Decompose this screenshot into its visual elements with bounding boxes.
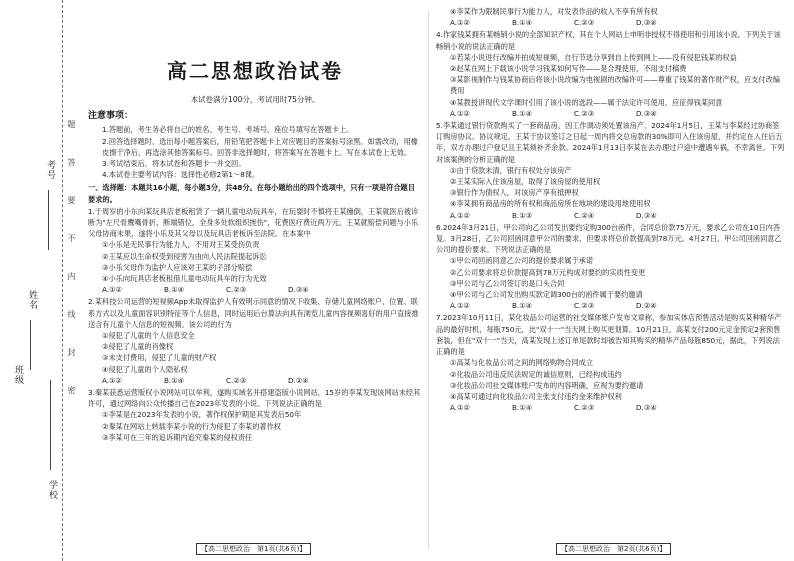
binding-margin xyxy=(0,0,63,561)
option-c: C.②③ xyxy=(226,375,247,385)
option-b: B.①③ xyxy=(512,210,533,220)
question-1-item: ③小乐父母作为监护人应该对王某的子部分赔偿 xyxy=(102,262,253,272)
question-7-item: ②化妆品公司违反民法规定的诚信原则，已经构成违约 xyxy=(450,369,622,379)
name-line xyxy=(30,320,31,370)
question-7-item: ④高某可通过向化妆品公司主张支付违约金来维护权利 xyxy=(450,391,622,401)
option-d: D.③④ xyxy=(288,285,309,295)
question-4-item: ③某影视制作与钱某协商后将该小说改编为电视剧的改编许可——尊重了钱某的著作财产权，应支付改编费用 xyxy=(450,75,780,96)
question-6-item: ②乙公司要求将总价款提高到78万元构成对要约的实质性变更 xyxy=(450,267,646,277)
option-d: D.③④ xyxy=(636,108,657,118)
notice-item: 4.本试卷主要考试内容：选择性必修2第1～8课。 xyxy=(102,170,260,180)
question-1-item: ④小乐向玩具店老板租借儿童电动玩具车的行为无效 xyxy=(102,274,267,284)
exam-title: 高二思想政治试卷 xyxy=(167,59,343,83)
class-label: 班级 xyxy=(13,365,23,385)
exam-subtitle: 本试卷满分100分，考试用时75分钟。 xyxy=(190,95,320,104)
question-7-item: ③化妆品公司社交媒体账户发布的内容明确，应视为要约邀请 xyxy=(450,380,644,390)
question-5-stem: 5.李某通过银行贷款购买了一套商品房，因工作调动须处置该房产。2024年1月5日，王某与李某经过协商签订购房协议。协议规定，王某于协议签订之日起一周内将交总房款的30%即可入住该房屋，并约定在入住后五年，双方办理过户登记且王某须补齐余款。2024年1月13日李某在去办理过户途中遭遇车祸，不幸离世。下列对该案例的分析正确的是 xyxy=(436,121,785,164)
option-b: B.①④ xyxy=(512,18,533,28)
option-a: A.①② xyxy=(450,301,470,311)
notice-item: 2.回答选择题时，选出每小题答案后，用铅笔把答题卡上对应题目的答案标号涂黑。如需改动，用橡皮擦干净后，再选涂其他答案标号。回答非选择题时，将答案写在答题卡上。写在本试卷上无效。 xyxy=(102,136,418,157)
question-5-options xyxy=(436,210,786,221)
question-5-item: ④李某拥有商品房的所有权和商品房所在地块的建设用地使用权 xyxy=(450,199,651,209)
section-1-heading: 一、选择题：本题共16小题，每小题3分，共48分。在每小题给出的四个选项中，只有一项是符合题目要求的。 xyxy=(88,183,415,204)
question-5-item: ①由于贷款未清，银行有权处分该房产 xyxy=(450,165,572,175)
question-4-stem: 4.作家钱某拥有某畅销小说的全部知识产权，其在个人网站上申明非授权不得使用和引用该小说。下列关于该畅销小说的说法正确的是 xyxy=(436,30,781,51)
option-b: B.①④ xyxy=(512,403,533,413)
notice-heading: 注意事项： xyxy=(88,111,134,122)
question-3-item: ③李某可在三年的追诉期内追究秦某的侵权责任 xyxy=(102,432,253,442)
exam-number-label: 考号 xyxy=(45,160,55,180)
option-a: A.①② xyxy=(450,18,470,28)
question-6-item: ①甲公司回函同意乙公司的提价要求属于承诺 xyxy=(450,256,594,266)
question-1-item: ②王某应以生命权受到侵害为由向人民法院提起诉讼 xyxy=(102,251,267,261)
question-5-item: ③银行作为债权人，对该房产享有抵押权 xyxy=(450,188,579,198)
question-2-item: ②侵犯了儿童的肖像权 xyxy=(102,342,174,352)
question-2-item: ①侵犯了儿童的个人信息安全 xyxy=(102,331,195,341)
question-3-item: ②秦某在网站上转载李某小说的行为侵犯了李某的著作权 xyxy=(102,421,281,431)
question-5-item: ②王某实际入住该房屋，取得了该房屋的使用权 xyxy=(450,177,601,187)
question-3-stem: 3.秦某获悉运营版权小说网站可以牟利，遂购买域名并搭建盗版小说网站，15岁的李某发现该网站未经其许可，通过网络向公众传播自己在2023年发表的小说。下列说法正确的是 xyxy=(88,388,421,409)
question-7-options xyxy=(436,402,786,413)
option-a: A.①② xyxy=(102,375,122,385)
option-d: D.②④ xyxy=(288,375,309,385)
question-7-item: ①高某与化妆品公司之间的网络购物合同成立 xyxy=(450,358,594,368)
question-2-item: ③未支付费用，侵犯了儿童的财产权 xyxy=(102,353,217,363)
question-2-options xyxy=(88,375,422,386)
question-6-item: ③甲公司与乙公司签订的是口头合同 xyxy=(450,278,565,288)
question-4-item: ④某教授讲现代文学课时引用了该小说的选段——属于法定许可使用，应征得钱某同意 xyxy=(450,97,723,107)
question-1-options xyxy=(88,284,422,295)
option-d: D.③④ xyxy=(636,210,657,220)
school-line xyxy=(50,380,51,470)
question-1-stem: 1.于周岁的小东向某玩具店老板租赁了一辆儿童电动玩具车，在玩耍时不慎将王某撞倒，王某就医后被诊断为"左尺骨鹰嘴骨折，断端错位，全身多处软组织挫伤"，花费医疗费近两万元。王某就赔偿问题与小乐父母协商未果，遂将小乐及其父母以及玩具店老板诉至法院。在本案中 xyxy=(88,206,419,239)
option-c: C.②③ xyxy=(574,18,595,28)
option-b: B.①④ xyxy=(164,375,185,385)
question-6-item: ④甲公司与乙公司发出购买款定调300台的函件属于要约邀请 xyxy=(450,290,643,300)
option-b: B.①④ xyxy=(164,285,185,295)
option-a: A.①② xyxy=(450,403,470,413)
option-c: C.②④ xyxy=(574,210,595,220)
question-7-stem: 7.2023年10月11日，某化妆品公司运营的社交媒体账户发布文章称，参加实体店预售活动是购买某种精华产品的最好时机，每瓶750元，比"双十一"当天网上购买更划算。10月21日，高某支付200元定金预定2套预售套装，但在"双十一"当天，高某发现上述订单尾款时却被告知其购买的精华产品每瓶850元，据此，下列说法正确的是 xyxy=(436,313,782,357)
question-2-stem: 2.某科技公司运营的短视频App未取得监护人有效明示同意的情况下收集、存储儿童网络账户、位置、联系方式以及儿童面容识别特征等个人信息，同时运用后台算法向具有浏览儿童内容视频喜好的用户直接推送含有儿童个人信息的短视频。该公司的行为 xyxy=(88,297,419,329)
option-c: C.②③ xyxy=(226,285,247,295)
option-b: B.①④ xyxy=(512,108,533,118)
question-1-item: ①小乐是无民事行为能力人，不用对王某受伤负责 xyxy=(102,240,260,250)
question-4-item: ①若某小说进行改编并拍成短视频，自行节选分享到自上传到网上——没有侵犯钱某的权益 xyxy=(450,52,737,62)
seal-line-text: 题答要不内线封密 xyxy=(67,120,76,424)
option-a: A.①② xyxy=(450,210,470,220)
question-3-item: ④李某作为限制民事行为能力人，对发表作品的收入不享有所有权 xyxy=(450,7,658,16)
option-a: A.①② xyxy=(102,285,122,295)
page-1-column xyxy=(88,6,422,443)
name-label: 姓名 xyxy=(27,290,37,310)
page-divider xyxy=(428,10,429,550)
question-2-item: ④侵犯了儿童的个人隐私权 xyxy=(102,364,188,374)
option-c: C.②③ xyxy=(574,108,595,118)
option-c: C.②③ xyxy=(574,403,595,413)
question-4-item: ②赵某在网上下载该小说学习钱某如何写作——是合理使用，不用支付稿费 xyxy=(450,64,687,74)
school-label: 学校 xyxy=(47,480,57,500)
option-c: C.②③ xyxy=(574,301,595,311)
option-d: D.②④ xyxy=(636,301,657,311)
question-3-options xyxy=(436,17,786,28)
page-1-footer: 【高二思想政治 第1页(共6页)】 xyxy=(196,543,311,555)
option-d: D.③④ xyxy=(636,18,657,28)
exam-number-line xyxy=(48,190,49,250)
notice-item: 3.考试结束后，将本试卷和答题卡一并交回。 xyxy=(102,159,246,169)
question-6-options xyxy=(436,300,786,311)
page-2-column xyxy=(436,6,786,413)
question-6-stem: 6.2024年3月21日，甲公司向乙公司发出要约定购300台函件，合同总价款75万元，要求乙公司在10日内答复。3月28日，乙公司回函同意甲公司的要求，但要求将总价款提高到78万元。4月27日，甲公司回函同意乙公司的提价要求。下列说法正确的是 xyxy=(436,222,782,255)
notice-item: 1.答题前，考生务必将自己的姓名、考生号、考场号、座位号填写在答题卡上。 xyxy=(102,125,354,135)
question-3-item: ①李某是在2023年发表的小说，著作权保护期是其发表后50年 xyxy=(102,410,302,420)
page-2-footer: 【高二思想政治 第2页(共6页)】 xyxy=(556,543,671,555)
option-d: D.③④ xyxy=(636,403,657,413)
option-a: A.①② xyxy=(450,108,470,118)
option-b: B.①④ xyxy=(512,301,533,311)
question-4-options xyxy=(436,108,786,119)
